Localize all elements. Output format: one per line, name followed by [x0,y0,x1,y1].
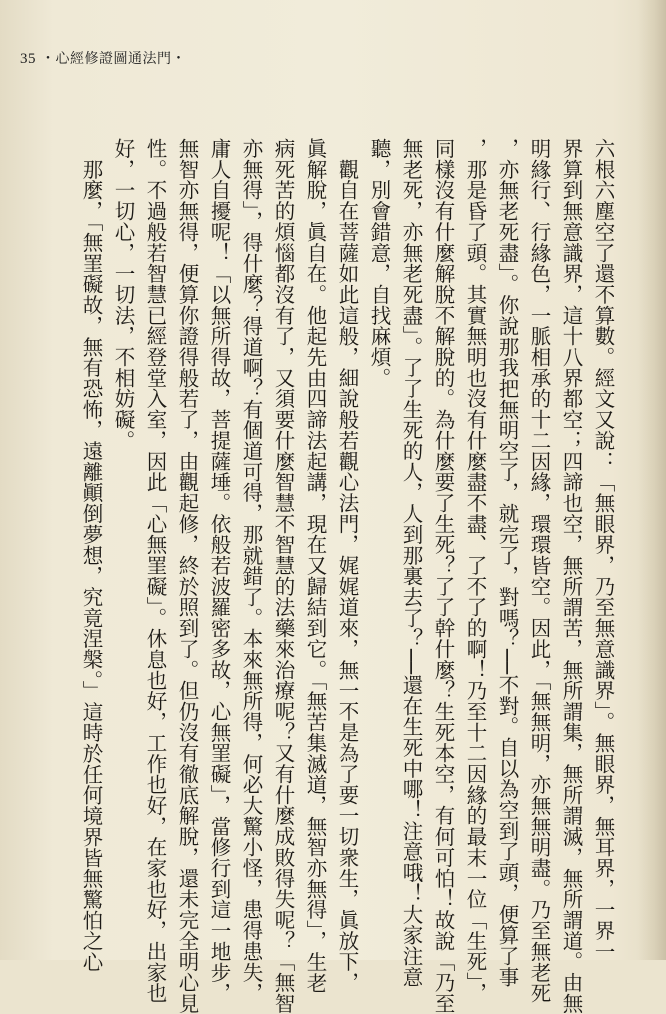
page-gutter-shadow [638,0,666,960]
text-column: ，那是昏了頭。其實無明也沒有什麼盡不盡、了不了的啊！乃至十二因緣的最末一位「生死」， [463,138,487,1004]
text-column: 眞解脫，眞自在。他起先由四諦法起講，現在又歸結到它。「無苦集滅道，無智亦無得」，生老 [303,138,327,994]
text-column: ，亦無老死盡」。你說那我把無明空了，就完了，對嗎？──不對。自以為空到了頭，便算了事 [495,138,519,988]
text-column: 亦無得」，得什麼？得道啊？有個道可得，那就錯了。本來無所得，何必大驚小怪，患得患失， [239,138,263,1004]
running-title: ・心經修證圖通法門・ [40,51,186,67]
vertical-text-body [70,138,615,1014]
text-column: 六根六塵空了還不算數。經文又說：「無眼界，乃至無意識界」。無眼界，無耳界，一界一 [591,138,615,962]
text-column: 觀自在菩薩如此這般，細說般若觀心法門，娓娓道來，無一不是為了要一切衆生，眞放下， [335,138,359,993]
text-column: 好，一切心，一切法，不相妨礙。 [111,138,135,451]
text-column: 性。不過般若智慧已經登堂入室，因此「心無罣礙」。休息也好，工作也好，在家也好，出家也 [143,138,167,1004]
text-column: 那麼，「無罣礙故，無有恐怖，遠離顚倒夢想，究竟涅槃。」這時於任何境界皆無驚怕之心 [79,138,103,973]
text-column: 明緣行、行緣色，一脈相承的十二因緣，環環皆空。因此，「無無明，亦無無明盡。乃至無老死 [527,138,551,1004]
text-column: 同樣沒有什麼解脫不解脫的。為什麼要了生死？了了幹什麼？生死本空，有何可怕！故說「乃至 [431,138,455,1014]
text-column: 界算到無意識界，這十八界都空；四諦也空，無所謂苦，無所謂集，無所謂滅，無所謂道。由無 [559,138,583,1014]
text-column: 庸人自擾呢！「以無所得故，菩提薩埵。依般若波羅密多故，心無罣礙」，當修行到這一地步， [207,138,231,1004]
text-column: 無智亦無得，便算你證得般若了，由觀起修，終於照到了。但仍沒有徹底解脫，還未完全明心見 [175,138,199,1014]
running-header [20,48,186,68]
text-column: 無老死，亦無老死盡」。了了生死的人，人到那裏去了？──還在生死中哪！注意哦！大家注意 [399,138,423,988]
page-number: 35 [20,51,36,67]
text-column: 聽，別會錯意，自找麻煩。 [367,138,391,389]
text-column: 病死苦的煩惱都沒有了，又須要什麼智慧不智慧的法藥來治療呢？又有什麼成敗得失呢？「無智 [271,138,295,1014]
